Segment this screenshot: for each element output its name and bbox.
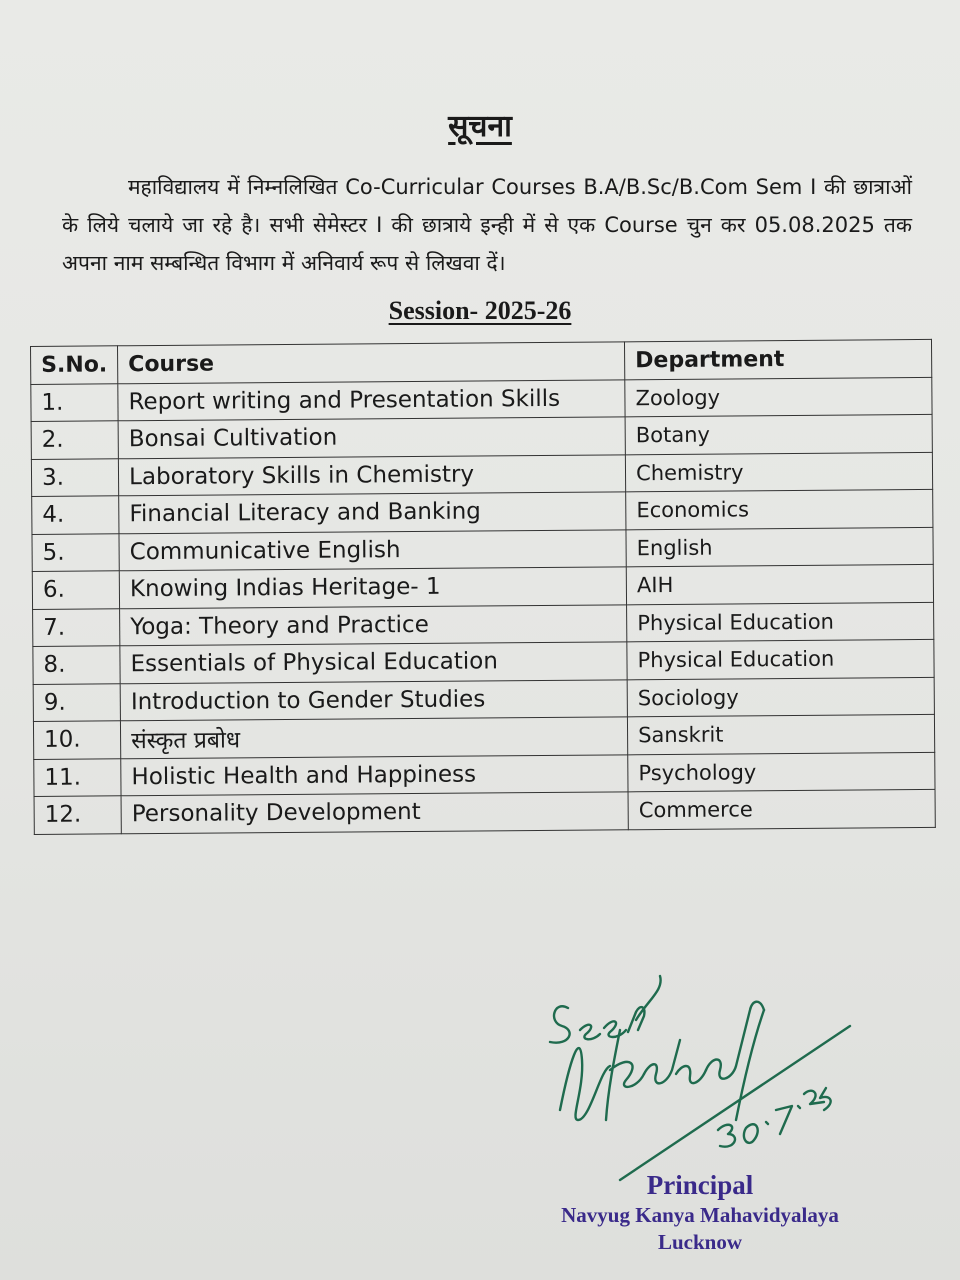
- cell-department: English: [626, 527, 933, 567]
- cell-department: Chemistry: [625, 452, 932, 492]
- cell-course: Holistic Health and Happiness: [121, 754, 628, 795]
- cell-course: Laboratory Skills in Chemistry: [118, 454, 625, 495]
- cell-department: Economics: [626, 489, 933, 529]
- cell-course: Knowing Indias Heritage- 1: [119, 567, 626, 608]
- header-course: Course: [118, 342, 625, 383]
- cell-sno: 7.: [33, 608, 120, 646]
- cell-sno: 12.: [34, 796, 121, 834]
- stamp-institution: Navyug Kanya Mahavidyalaya: [561, 1203, 839, 1227]
- cell-course: Personality Development: [121, 792, 628, 833]
- table-body: [31, 377, 936, 834]
- cell-sno: 1.: [31, 383, 118, 421]
- stamp-city: Lucknow: [657, 1230, 743, 1254]
- cell-course: संस्कृत प्रबोध: [121, 717, 628, 758]
- cell-course: Communicative English: [119, 529, 626, 570]
- cell-department: Physical Education: [627, 602, 934, 642]
- cell-sno: 10.: [33, 721, 120, 759]
- cell-department: AIH: [626, 564, 933, 604]
- cell-sno: 5.: [32, 533, 119, 571]
- cell-department: Botany: [625, 414, 932, 454]
- cell-department: Zoology: [625, 377, 932, 417]
- notice-body: महाविद्यालय में निम्नलिखित Co-Curricular Courses B.A/B.Sc/B.Com Sem I की छात्राओं के लिये चलाये जा रहे है। सभी सेमेस्टर I की छात्राये इन्ही में से एक Course चुन कर 05.08.2025 तक अपना नाम सम्बन्धित विभाग में अनिवार्य रूप से लिखवा दें।: [62, 175, 912, 275]
- notice-title: सूचना: [448, 109, 512, 144]
- header-sno: S.No.: [31, 346, 118, 384]
- stamp-designation: Principal: [646, 1170, 754, 1200]
- cell-sno: 2.: [31, 421, 118, 459]
- cell-department: Sanskrit: [628, 714, 935, 754]
- cell-course: Report writing and Presentation Skills: [118, 379, 625, 420]
- header-department: Department: [625, 339, 932, 379]
- handwritten-signature: [540, 970, 860, 1190]
- cell-sno: 4.: [32, 496, 119, 534]
- cell-course: Yoga: Theory and Practice: [120, 604, 627, 645]
- cell-sno: 8.: [33, 646, 120, 684]
- table-row: [34, 789, 935, 834]
- cell-department: Physical Education: [627, 639, 934, 679]
- cell-sno: 6.: [32, 571, 119, 609]
- cell-course: Essentials of Physical Education: [120, 642, 627, 683]
- cell-sno: 11.: [34, 758, 121, 796]
- cell-course: Bonsai Cultivation: [118, 417, 625, 458]
- cell-sno: 3.: [31, 458, 118, 496]
- cell-course: Financial Literacy and Banking: [119, 492, 626, 533]
- courses-table: [30, 339, 936, 835]
- cell-department: Psychology: [628, 752, 935, 792]
- cell-sno: 9.: [33, 683, 120, 721]
- principal-stamp: [530, 1170, 870, 1255]
- session-heading: Session- 2025-26: [388, 296, 572, 325]
- cell-course: Introduction to Gender Studies: [120, 679, 627, 720]
- cell-department: Sociology: [627, 677, 934, 717]
- cell-department: Commerce: [628, 789, 935, 829]
